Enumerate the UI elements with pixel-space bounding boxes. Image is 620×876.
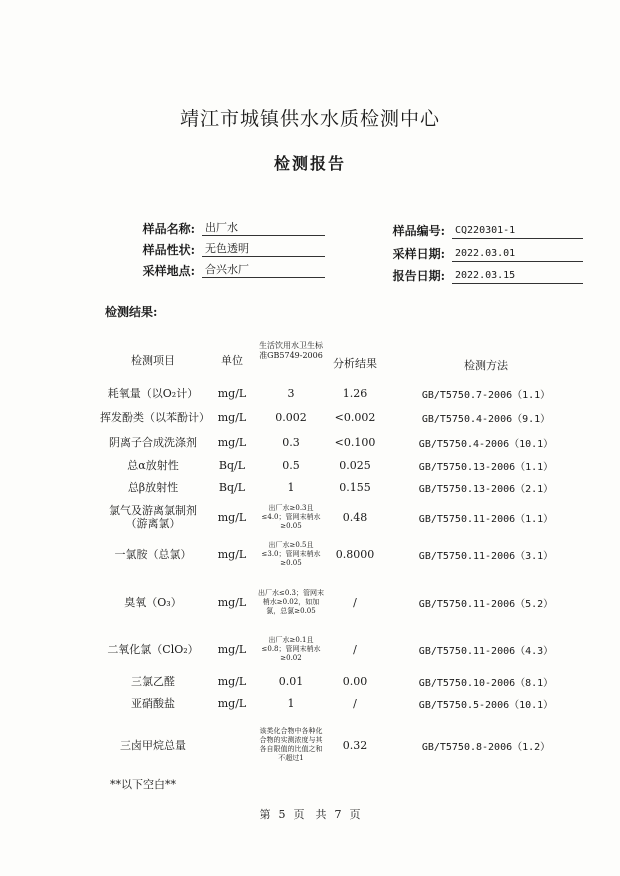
cell-unit: Bq/L [218,480,246,494]
pager-mid: 页 共 [293,808,327,821]
cell-item: 总β放射性 [127,480,179,494]
cell-result: 0.025 [339,458,371,472]
cell-method: GB/T5750.11-2006（4.3） [418,645,554,657]
header-method: 检测方法 [464,359,508,372]
report-date-value: 2022.03.15 [452,269,583,284]
cell-unit: mg/L [217,510,247,524]
cell-standard: 出厂水≥0.5且≤3.0；管网末梢水≥0.05 [261,540,321,567]
results-label: 检测结果: [105,305,158,319]
cell-unit: mg/L [217,435,247,449]
sample-name-label: 样品名称: [142,222,195,236]
cell-method: GB/T5750.13-2006（2.1） [418,483,554,495]
cell-item: 挥发酚类（以苯酚计） [100,410,210,424]
cell-unit: mg/L [217,386,247,400]
sampling-date-label: 采样日期: [392,247,445,261]
cell-item: 三卤甲烷总量 [120,738,186,752]
cell-item: 二氧化氯（ClO₂） [107,642,199,656]
sample-site-label: 采样地点: [142,264,195,278]
cell-unit: mg/L [217,674,247,688]
cell-standard: 0.3 [282,435,300,449]
report-title: 检测报告 [273,154,346,173]
cell-standard: 1 [287,480,295,494]
organization-title: 靖江市城镇供水水质检测中心 [179,108,440,130]
cell-result: 0.32 [342,738,368,752]
cell-standard: 1 [287,696,295,710]
cell-result: 1.26 [342,386,368,400]
header-standard: 生活饮用水卫生标准GB5749-2006 [259,341,323,360]
cell-item: 臭氧（O₃） [124,595,182,609]
cell-standard: 出厂水≥0.1且≤0.8；管网末梢水≥0.02 [261,635,321,662]
cell-item: 阴离子合成洗涤剂 [109,435,197,449]
pager-total: 7 [334,808,342,821]
page-number [0,806,620,822]
cell-result: 0.155 [339,480,371,494]
sample-state-value: 无色透明 [202,242,325,257]
cell-method: GB/T5750.5-2006（10.1） [418,699,554,711]
cell-method: GB/T5750.4-2006（9.1） [421,413,551,425]
cell-method: GB/T5750.11-2006（5.2） [418,598,554,610]
sample-id-label: 样品编号: [392,224,445,238]
report-date-label: 报告日期: [392,269,445,283]
sample-site-value: 合兴水厂 [202,263,325,278]
cell-standard: 出厂水≥0.3且≤4.0；管网末梢水≥0.05 [261,503,321,530]
cell-method: GB/T5750.10-2006（8.1） [418,677,554,689]
cell-method: GB/T5750.11-2006（3.1） [418,550,554,562]
cell-unit: mg/L [217,595,247,609]
cell-method: GB/T5750.8-2006（1.2） [421,741,551,753]
sample-name-value: 出厂水 [202,221,325,236]
pager-prefix: 第 [259,808,271,821]
cell-result: / [353,642,357,656]
cell-item: 亚硝酸盐 [131,696,175,710]
pager-suffix: 页 [349,808,361,821]
cell-unit: mg/L [217,410,247,424]
cell-result: 0.48 [342,510,368,524]
cell-unit: Bq/L [218,458,246,472]
cell-result: 0.8000 [335,547,375,561]
cell-item: 三氯乙醛 [131,674,175,688]
cell-unit: mg/L [217,642,247,656]
end-note: **以下空白** [110,778,176,791]
cell-standard: 3 [287,386,295,400]
cell-item: 总α放射性 [127,458,179,472]
cell-item: 氯气及游离氯制剂（游离氯） [109,504,197,530]
cell-result: / [353,696,357,710]
cell-standard: 0.5 [282,458,300,472]
cell-unit [206,716,258,774]
cell-unit: mg/L [217,696,247,710]
sample-id-value: CQ220301-1 [452,224,583,239]
cell-unit: mg/L [217,547,247,561]
cell-method: GB/T5750.7-2006（1.1） [421,389,551,401]
cell-standard: 出厂水≤0.3；管网末梢水≥0.02，如加氯，总氯≥0.05 [258,588,324,615]
cell-result: 0.00 [342,674,368,688]
header-item: 检测项目 [131,354,175,367]
cell-standard: 0.01 [278,674,304,688]
sample-state-label: 样品性状: [142,243,195,257]
header-result: 分析结果 [333,357,377,370]
cell-standard: 0.002 [275,410,307,424]
pager-page: 5 [278,808,286,821]
cell-item: 耗氧量（以O₂计） [107,386,199,400]
cell-method: GB/T5750.4-2006（10.1） [418,438,554,450]
sampling-date-value: 2022.03.01 [452,247,583,262]
cell-result: <0.100 [334,435,376,449]
cell-item: 一氯胺（总氯） [114,547,192,561]
header-unit: 单位 [221,354,243,367]
cell-result: / [353,595,357,609]
cell-method: GB/T5750.13-2006（1.1） [418,461,554,473]
cell-method: GB/T5750.11-2006（1.1） [418,513,554,525]
cell-standard: 该类化合物中各种化合物的实测浓度与其各自限值的比值之和不超过1 [259,727,323,762]
cell-result: <0.002 [334,410,376,424]
